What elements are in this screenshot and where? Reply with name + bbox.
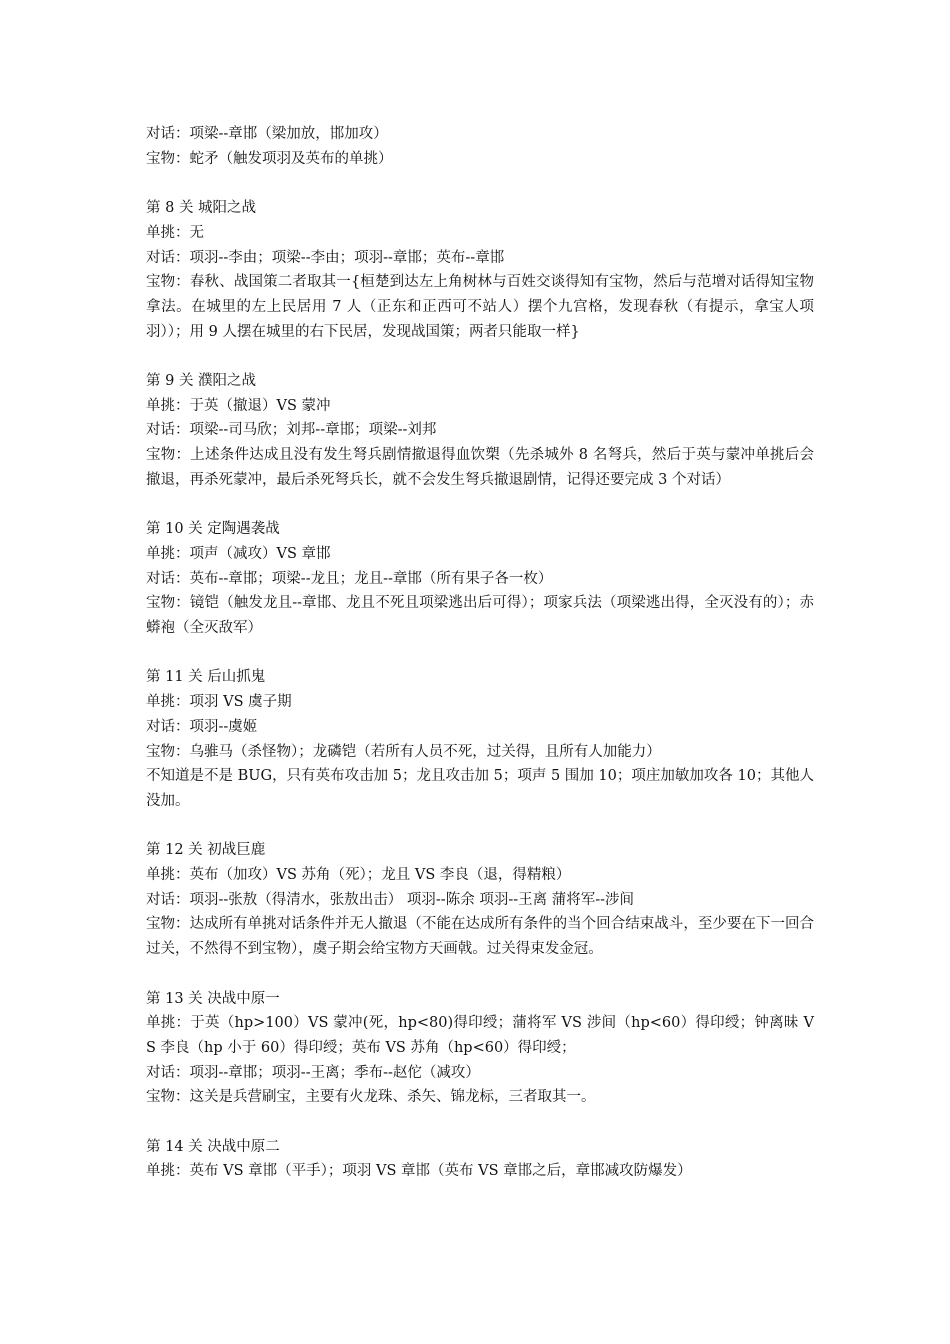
treasure-line: 宝物：这关是兵营刷宝，主要有火龙珠、杀矢、锦龙标，三者取其一。 xyxy=(146,1089,596,1106)
section-title: 第 10 关 定陶遇袭战 xyxy=(146,521,280,538)
section-title: 第 9 关 濮阳之战 xyxy=(146,373,257,389)
section-level-8 xyxy=(146,196,814,344)
dialogue-line: 对话：项羽--虞姬 xyxy=(146,718,258,735)
document-page xyxy=(146,122,814,1184)
section-level-10 xyxy=(146,517,814,641)
duel-line: 单挑：英布 VS 章邯（平手）；项羽 VS 章邯（英布 VS 章邯之后，章邯减攻防爆发） xyxy=(146,1163,692,1180)
treasure-line: 宝物：镜铠（触发龙且--章邯、龙且不死且项梁逃出后可得）；项家兵法（项梁逃出得，全灭没有的）；赤蟒袍（全灭敌军） xyxy=(146,595,814,637)
dialogue-line: 对话：英布--章邯；项梁--龙且；龙且--章邯（所有果子各一枚） xyxy=(146,570,553,587)
section-level-9 xyxy=(146,369,814,493)
duel-line: 单挑：英布（加攻）VS 苏角（死）；龙且 VS 李良（退，得精粮） xyxy=(146,867,571,884)
treasure-line: 宝物：上述条件达成且没有发生弩兵剧情撤退得血饮槊（先杀城外 8 名弩兵，然后于英与蒙冲单挑后会撤退，再杀死蒙冲，最后杀死弩兵长，就不会发生弩兵撤退剧情，记得还要完成 3 个对话） xyxy=(146,447,814,488)
dialogue-line: 对话：项羽--李由；项梁--李由；项羽--章邯；英布--章邯 xyxy=(146,249,505,266)
section-title: 第 14 关 决战中原二 xyxy=(146,1138,280,1155)
duel-line: 单挑：项声（减攻）VS 章邯 xyxy=(146,545,331,562)
note-line: 不知道是不是 BUG，只有英布攻击加 5；龙且攻击加 5；项声 5 围加 10；项庄加敏加攻各 10；其他人没加。 xyxy=(146,768,814,809)
treasure-line: 宝物：春秋、战国策二者取其一{桓楚到达左上角树林与百姓交谈得知有宝物，然后与范增对话得知宝物拿法。在城里的左上民居用 7 人（正东和正西可不站人）摆个九宫格，发现春秋（有提示，拿宝人项羽））；用 9 人摆在城里的右下民居，发现战国策；两者只能取一样} xyxy=(146,274,814,340)
section-title: 第 13 关 决战中原一 xyxy=(146,990,280,1007)
duel-line: 单挑：于英（撤退）VS 蒙冲 xyxy=(146,397,331,414)
dialogue-line: 对话：项羽--张敖（得清水，张敖出击） 项羽--陈余 项羽--王离 蒲将军--涉间 xyxy=(146,891,635,908)
treasure-line: 宝物：乌骓马（杀怪物）；龙磷铠（若所有人员不死，过关得，且所有人加能力） xyxy=(146,743,661,760)
section-title: 第 8 关 城阳之战 xyxy=(146,200,257,217)
intro-treasure: 宝物：蛇矛（触发项羽及英布的单挑） xyxy=(146,150,393,167)
treasure-line: 宝物：达成所有单挑对话条件并无人撤退（不能在达成所有条件的当个回合结束战斗，至少要在下一回合过关，不然得不到宝物），虞子期会给宝物方天画戟。过关得束发金冠。 xyxy=(146,916,814,958)
dialogue-line: 对话：项羽--章邯；项羽--王离；季布--赵佗（减攻） xyxy=(146,1064,480,1081)
duel-line: 单挑：无 xyxy=(146,224,204,241)
section-level-11 xyxy=(146,665,814,813)
duel-line: 单挑：项羽 VS 虞子期 xyxy=(146,694,292,711)
section-level-14 xyxy=(146,1135,814,1184)
section-title: 第 12 关 初战巨鹿 xyxy=(146,842,266,859)
section-level-12 xyxy=(146,838,814,962)
section-level-13 xyxy=(146,987,814,1111)
duel-line: 单挑：于英（hp>100）VS 蒙冲(死，hp<80)得印绶；蒲将军 VS 涉间（hp<60）得印绶；钟离昧 VS 李良（hp 小于 60）得印绶；英布 VS 苏角（hp<60）得印绶； xyxy=(146,1015,814,1056)
intro-dialogue: 对话：项梁--章邯（梁加放，邯加攻） xyxy=(146,126,388,142)
dialogue-line: 对话：项梁--司马欣；刘邦--章邯；项梁--刘邦 xyxy=(146,422,437,439)
section-title: 第 11 关 后山抓鬼 xyxy=(146,669,266,686)
